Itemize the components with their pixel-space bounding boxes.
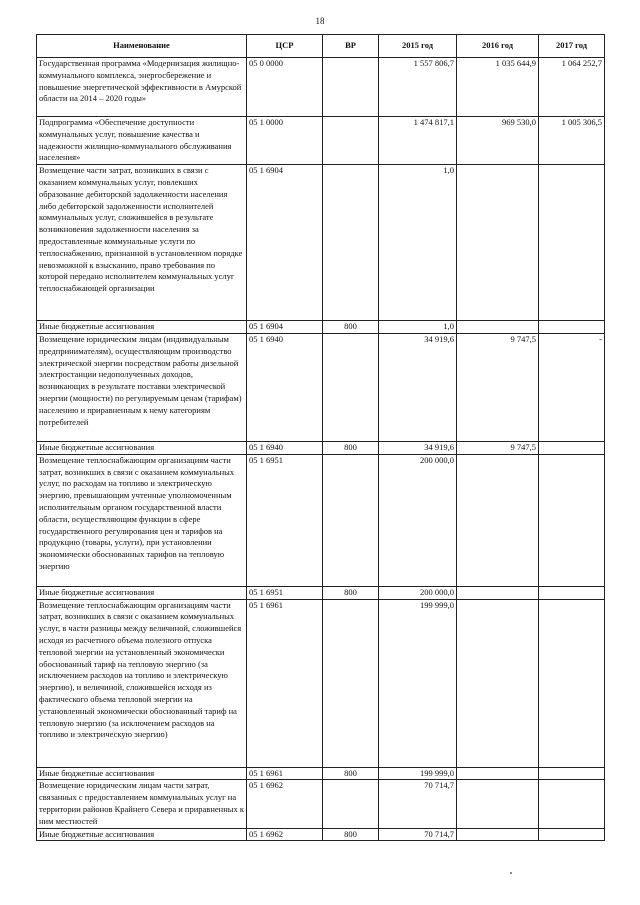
table-row	[37, 586, 605, 599]
budget-table	[36, 34, 605, 841]
row-vr: 800	[323, 321, 379, 334]
row-2016: 969 530,0	[457, 117, 539, 165]
table-row	[37, 58, 605, 117]
row-csr: 05 1 6940	[247, 441, 323, 454]
row-2016	[457, 454, 539, 586]
row-csr: 05 1 6961	[247, 767, 323, 780]
table-row	[37, 441, 605, 454]
row-2017	[539, 599, 605, 767]
row-2015: 200 000,0	[379, 454, 457, 586]
table-header-row	[37, 35, 605, 58]
row-csr: 05 1 6904	[247, 165, 323, 321]
row-vr	[323, 454, 379, 586]
row-name: Подпрограмма «Обеспечение доступности коммунальных услуг, повышение качества и надежности жилищно-коммунального обслуживания населения»	[37, 117, 247, 165]
row-vr	[323, 333, 379, 441]
row-vr: 800	[323, 828, 379, 841]
row-vr	[323, 780, 379, 828]
table-row	[37, 767, 605, 780]
header-csr: ЦСР	[247, 35, 323, 58]
row-2015: 1,0	[379, 165, 457, 321]
row-name: Возмещение теплоснабжающим организациям части затрат, возникших в связи с оказанием коммунальных услуг, в части разницы между величиной, сложившейся исходя из расчетного объема полезного отпуска тепловой энергии на установленный экономически обоснованный тариф на тепловую энергию (за исключением расходов на топливо и электрическую энергию), и величиной, сложившейся исходя из фактического объема тепловой энергии на установленный экономически обоснованный тариф на тепловую энергию (за исключением расходов на топливо и электрическую энергию)	[37, 599, 247, 767]
row-vr	[323, 117, 379, 165]
table-row	[37, 333, 605, 441]
row-2016	[457, 321, 539, 334]
table-row	[37, 454, 605, 586]
table-row	[37, 165, 605, 321]
row-csr: 05 1 6962	[247, 780, 323, 828]
table-row	[37, 599, 605, 767]
row-2015: 199 999,0	[379, 599, 457, 767]
row-2017	[539, 454, 605, 586]
row-name: Возмещение теплоснабжающим организациям части затрат, возникших в связи с оказанием коммунальных услуг, по расходам на топливо и электрическую энергию, превышающим учтенные уполномоченным исполнительным органом государственной власти области, осуществляющим функции в сфере государственного регулирования цен и тарифов на продукцию (товары, услуги), при установлении экономически обоснованных тарифов на тепловую энергию	[37, 454, 247, 586]
row-2015: 200 000,0	[379, 586, 457, 599]
row-2015: 1 474 817,1	[379, 117, 457, 165]
row-2016: 9 747,5	[457, 333, 539, 441]
row-2017: -	[539, 333, 605, 441]
row-csr: 05 1 6961	[247, 599, 323, 767]
row-name: Иные бюджетные ассигнования	[37, 441, 247, 454]
row-2016: 9 747,5	[457, 441, 539, 454]
header-2015: 2015 год	[379, 35, 457, 58]
row-2017	[539, 780, 605, 828]
row-2016	[457, 828, 539, 841]
row-csr: 05 1 6962	[247, 828, 323, 841]
row-2016	[457, 767, 539, 780]
row-2016	[457, 586, 539, 599]
header-vr: ВР	[323, 35, 379, 58]
row-2017	[539, 441, 605, 454]
row-2017: 1 064 252,7	[539, 58, 605, 117]
row-name: Государственная программа «Модернизация жилищно-коммунального комплекса, энергосбережение и повышение энергетической эффективности в Амурской области на 2014 – 2020 годы»	[37, 58, 247, 117]
row-csr: 05 1 0000	[247, 117, 323, 165]
row-csr: 05 1 6940	[247, 333, 323, 441]
row-2016	[457, 780, 539, 828]
row-2015: 34 919,6	[379, 333, 457, 441]
row-2015: 199 999,0	[379, 767, 457, 780]
row-csr: 05 1 6904	[247, 321, 323, 334]
row-csr: 05 1 6951	[247, 454, 323, 586]
row-2017	[539, 767, 605, 780]
row-name: Иные бюджетные ассигнования	[37, 586, 247, 599]
row-2015: 34 919,6	[379, 441, 457, 454]
header-2017: 2017 год	[539, 35, 605, 58]
header-2016: 2016 год	[457, 35, 539, 58]
row-vr	[323, 58, 379, 117]
row-name: Иные бюджетные ассигнования	[37, 828, 247, 841]
row-2016	[457, 165, 539, 321]
row-name: Возмещение части затрат, возникших в связи с оказанием коммунальных услуг, повлекших образование дебиторской задолженности населения либо дебиторской задолженности исполнителей коммунальных услуг, сложившейся в результате возникновения задолженности населения за предоставленные коммунальные услуги по теплоснабжению, признанной в установленном порядке невозможной к взысканию, право требования по которой передано исполнителем коммунальных услуг теплоснабжающей организации	[37, 165, 247, 321]
header-name: Наименование	[37, 35, 247, 58]
row-name: Возмещение юридическим лицам (индивидуальным предпринимателям), осуществляющим производство электрической энергии посредством работы дизельной электростанции недополученных доходов, возникающих в результате поставки электрической энергии (мощности) по регулируемым ценам (тарифам) населению и приравненным к нему категориям потребителей	[37, 333, 247, 441]
row-vr	[323, 165, 379, 321]
row-name: Возмещение юридическим лицам части затрат, связанных с предоставлением коммунальных услуг на территории районов Крайнего Севера и приравненных к ним местностей	[37, 780, 247, 828]
row-2015: 1,0	[379, 321, 457, 334]
row-2016: 1 035 644,9	[457, 58, 539, 117]
table-row	[37, 828, 605, 841]
row-vr: 800	[323, 586, 379, 599]
row-csr: 05 0 0000	[247, 58, 323, 117]
row-name: Иные бюджетные ассигнования	[37, 767, 247, 780]
table-row	[37, 117, 605, 165]
row-2015: 1 557 806,7	[379, 58, 457, 117]
page-number: 18	[315, 16, 325, 26]
row-name: Иные бюджетные ассигнования	[37, 321, 247, 334]
table-row	[37, 321, 605, 334]
row-2016	[457, 599, 539, 767]
row-2015: 70 714,7	[379, 828, 457, 841]
row-2017	[539, 165, 605, 321]
row-csr: 05 1 6951	[247, 586, 323, 599]
table-row	[37, 780, 605, 828]
row-vr: 800	[323, 767, 379, 780]
row-vr	[323, 599, 379, 767]
row-2017	[539, 586, 605, 599]
row-2015: 70 714,7	[379, 780, 457, 828]
scan-speck	[510, 872, 512, 874]
row-vr: 800	[323, 441, 379, 454]
row-2017	[539, 828, 605, 841]
row-2017	[539, 321, 605, 334]
row-2017: 1 005 306,5	[539, 117, 605, 165]
